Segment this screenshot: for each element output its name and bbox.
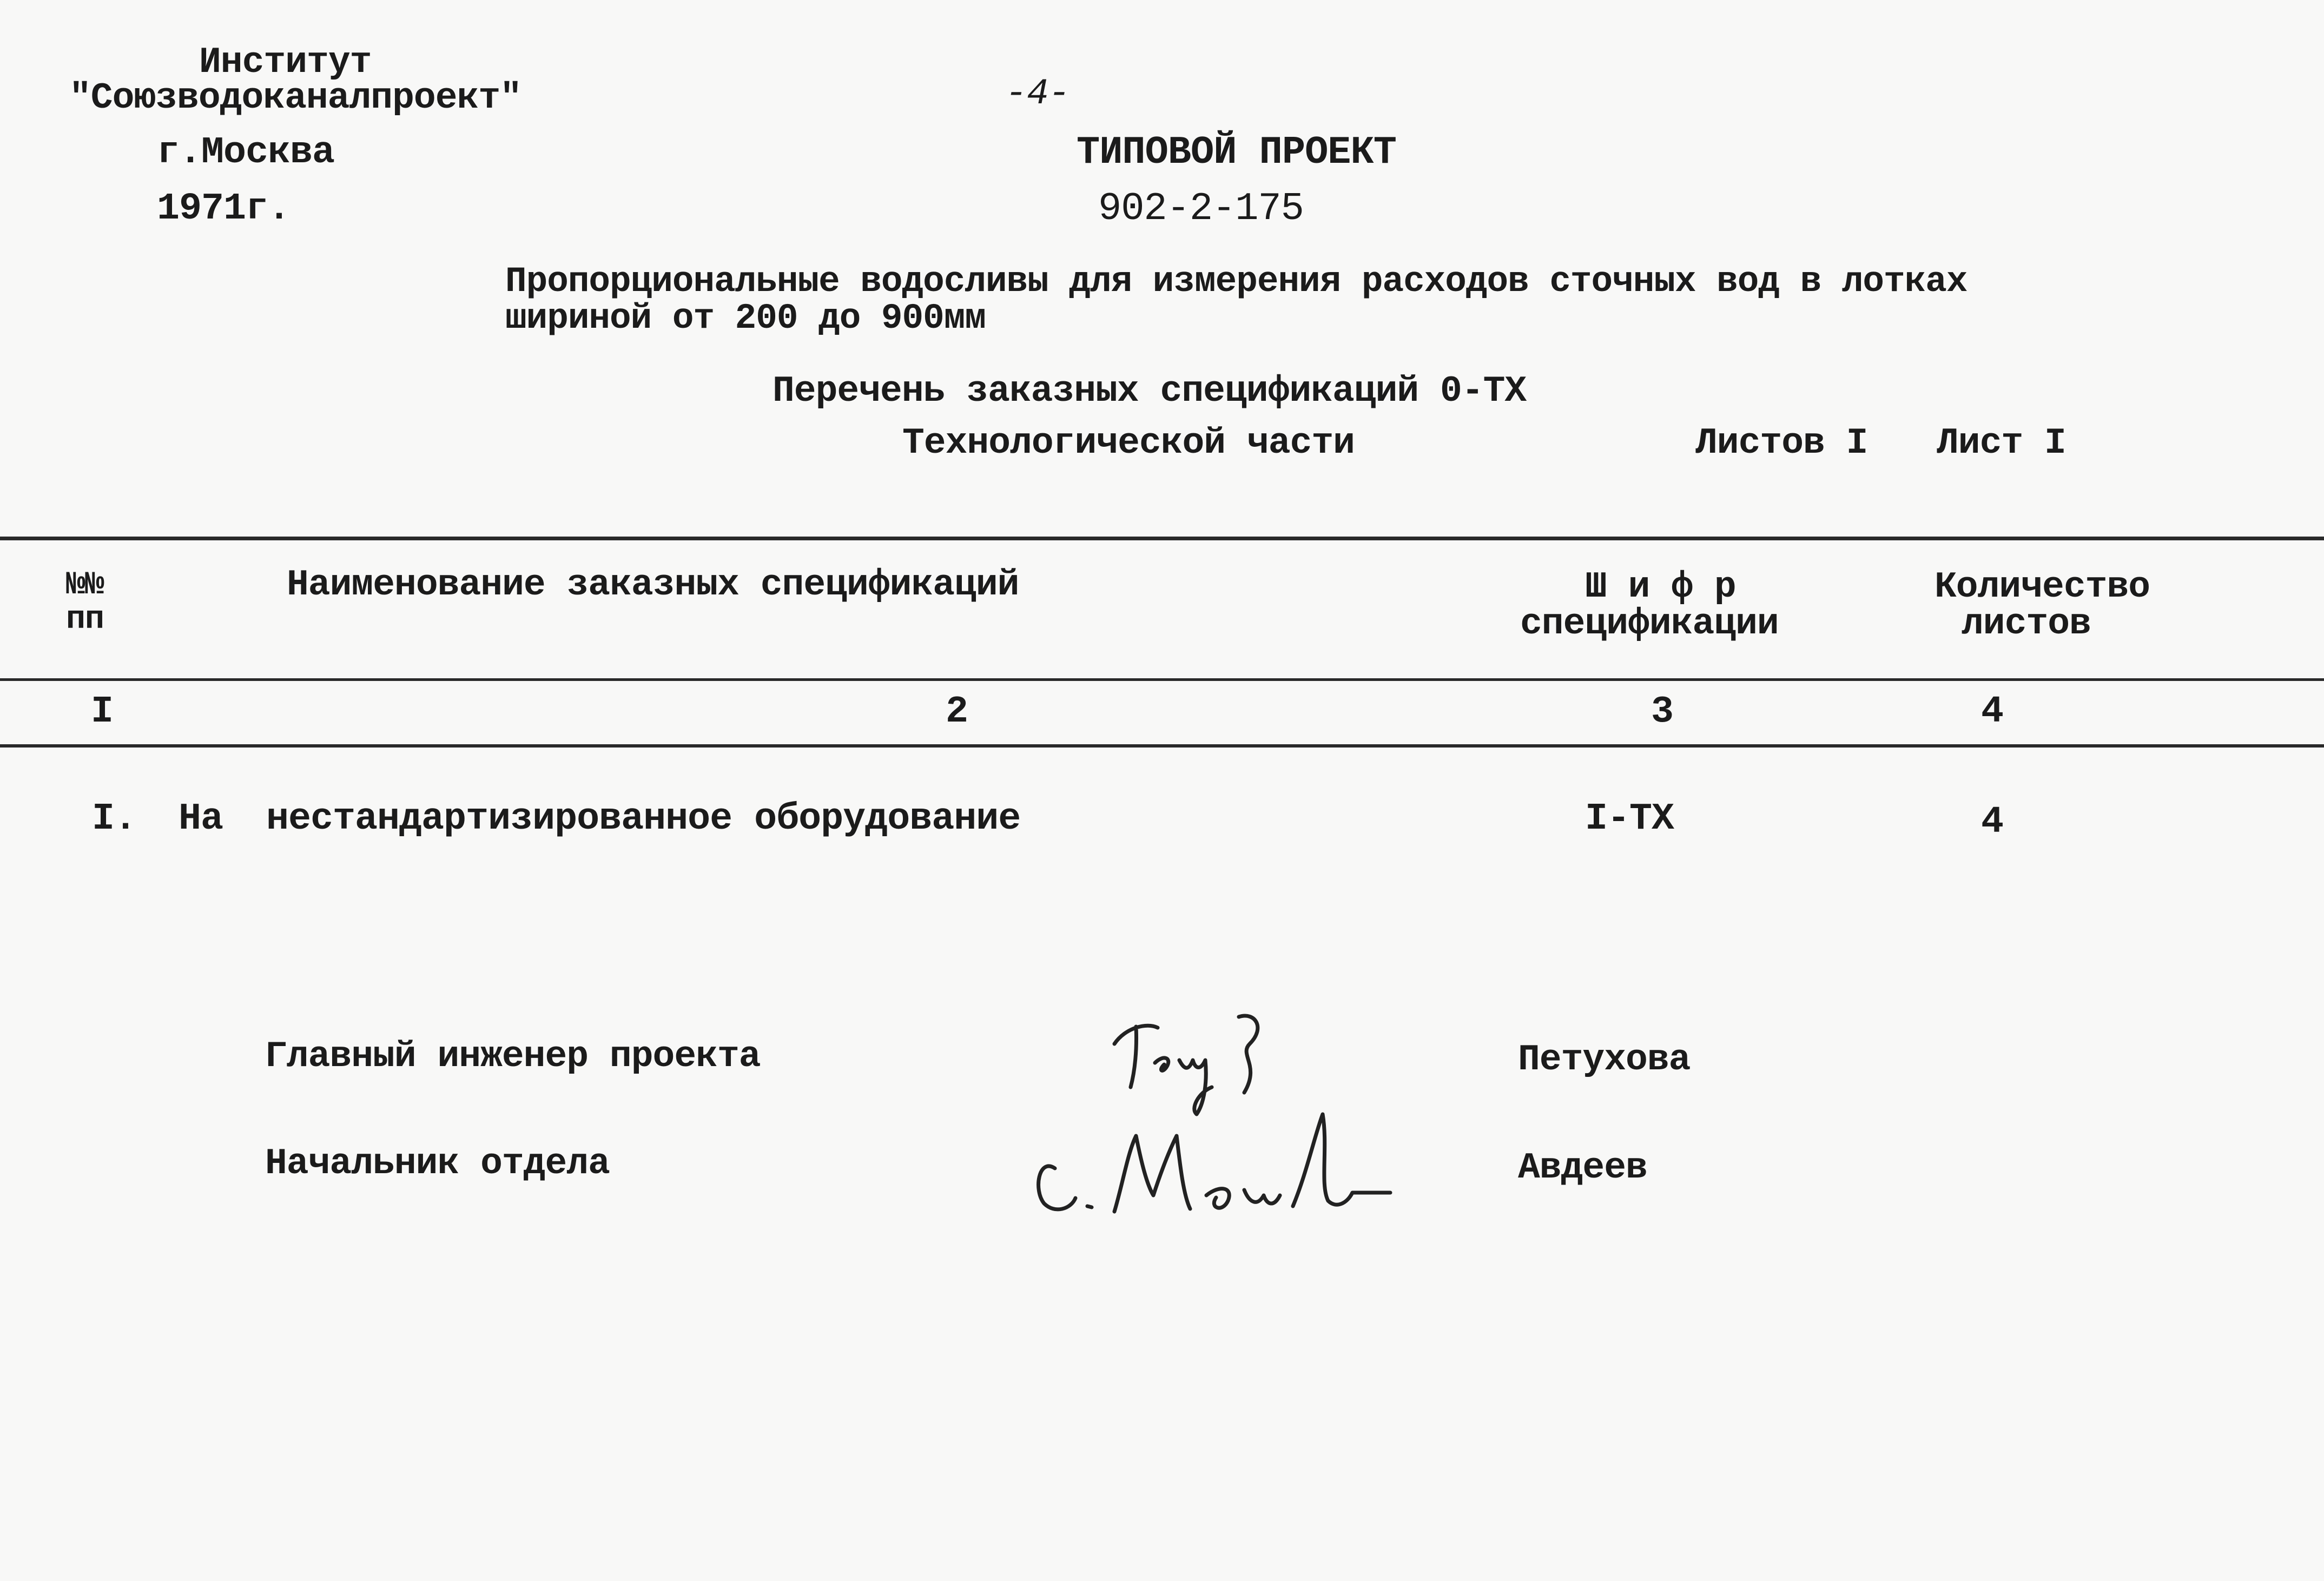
header-count-line1: Количество [1935,566,2150,608]
institute-name-line2: "Союзводоканалпроект" [69,77,521,119]
sheet-current: Лист I [1937,422,2066,464]
column-number-3: 3 [1651,691,1674,733]
project-type: ТИПОВОЙ ПРОЕКТ [1077,130,1396,175]
year: 1971г. [157,188,290,230]
header-num-line2: пп [66,601,104,638]
department-head-signature [1012,1093,1401,1222]
chief-engineer-title: Главный инженер проекта [265,1036,761,1077]
table-top-rule [0,537,2324,540]
header-name: Наименование заказных спецификаций [287,564,1019,606]
sheets-total: Листов I [1695,422,1868,464]
department-head-title: Начальник отдела [265,1143,610,1185]
row-sheet-count: 4 [1981,801,2004,844]
document-title-line2: шириной от 200 до 900мм [505,298,986,339]
department-head-name: Авдеев [1518,1147,1647,1189]
chief-engineer-name: Петухова [1518,1039,1691,1081]
header-code-line2: спецификации [1520,603,1779,645]
column-number-1: I [91,691,114,733]
list-subheading: Технологической части [902,422,1355,464]
page-number: -4- [1005,73,1070,115]
column-number-2: 2 [946,691,968,733]
project-code: 902-2-175 [1098,187,1304,231]
header-code-line1: Ш и ф р [1585,566,1736,608]
table-column-numbers-rule [0,744,2324,747]
document-title-line1: Пропорциональные водосливы для измерения расходов сточных вод в лотках [505,261,1968,302]
header-count-line2: листов [1962,603,2091,645]
row-prefix: На [179,798,223,841]
row-spec-name: нестандартизированное оборудование [266,798,1021,841]
city: г.Москва [157,131,335,174]
row-number: I. [92,798,137,841]
institute-name-line1: Институт [199,42,372,83]
table-header-rule [0,678,2324,681]
row-spec-code: I-ТХ [1585,798,1674,841]
column-number-4: 4 [1981,691,2004,733]
list-heading: Перечень заказных спецификаций 0-ТХ [773,371,1527,412]
header-num-line1: №№ [66,567,104,604]
